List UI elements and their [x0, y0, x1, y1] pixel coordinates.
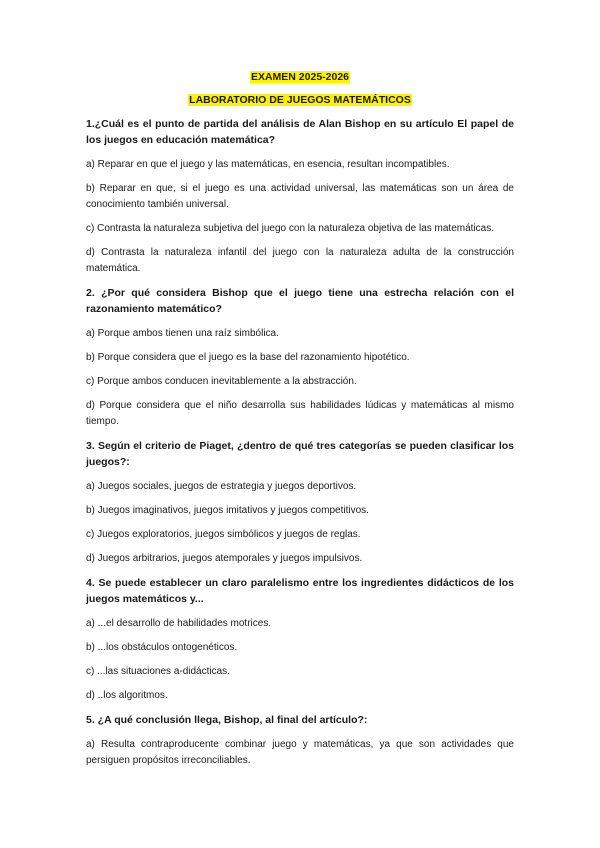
- question-text: 5. ¿A qué conclusión llega, Bishop, al final del artículo?:: [86, 714, 368, 726]
- exam-title: EXAMEN 2025-2026: [250, 71, 350, 83]
- option-c: c) Porque ambos conducen inevitablemente a la abstracción.: [86, 376, 357, 387]
- option-d: d) ..los algoritmos.: [86, 690, 168, 701]
- option-b: b) Reparar en que, si el juego es una actividad universal, las matemáticas son un área de conocimiento también universal.: [86, 183, 514, 210]
- option-b: b) Juegos imaginativos, juegos imitativos y juegos competitivos.: [86, 505, 369, 516]
- course-title: LABORATORIO DE JUEGOS MATEMÁTICOS: [189, 94, 411, 106]
- question-5: [86, 712, 514, 769]
- question-3: [86, 438, 514, 567]
- option-a: a) Juegos sociales, juegos de estrategia y juegos deportivos.: [86, 481, 357, 492]
- option-b: b) Porque considera que el juego es la base del razonamiento hipotético.: [86, 352, 410, 363]
- option-b: b) ...los obstáculos ontogenéticos.: [86, 642, 238, 653]
- question-1: [86, 116, 514, 277]
- question-text: 4. Se puede establecer un claro paralelismo entre los ingredientes didácticos de los juegos matemáticos y...: [86, 577, 514, 605]
- option-a: a) Reparar en que el juego y las matemáticas, en esencia, resultan incompatibles.: [86, 159, 450, 170]
- option-a: a) Porque ambos tienen una raíz simbólica.: [86, 328, 279, 339]
- question-4: [86, 575, 514, 704]
- option-c: c) Contrasta la naturaleza subjetiva del juego con la naturaleza objetiva de las matemáticas.: [86, 223, 495, 234]
- question-2: [86, 285, 514, 430]
- question-text: 3. Según el criterio de Piaget, ¿dentro de qué tres categorías se pueden clasificar los juegos?:: [86, 440, 514, 468]
- option-c: c) ...las situaciones a-didácticas.: [86, 666, 230, 677]
- question-text: 1.¿Cuál es el punto de partida del análisis de Alan Bishop en su artículo El papel de los juegos en educación matemática?: [86, 118, 514, 146]
- option-d: d) Juegos arbitrarios, juegos atemporales y juegos impulsivos.: [86, 553, 363, 564]
- option-d: d) Contrasta la naturaleza infantil del juego con la naturaleza adulta de la construcción matemática.: [86, 247, 514, 274]
- option-a: a) Resulta contraproducente combinar juego y matemáticas, ya que son actividades que persiguen propósitos irreconciliables.: [86, 739, 514, 766]
- option-d: d) Porque considera que el niño desarrolla sus habilidades lúdicas y matemáticas al mismo tiempo.: [86, 400, 514, 427]
- option-c: c) Juegos exploratorios, juegos simbólicos y juegos de reglas.: [86, 529, 361, 540]
- option-a: a) ...el desarrollo de habilidades motrices.: [86, 618, 272, 629]
- question-text: 2. ¿Por qué considera Bishop que el juego tiene una estrecha relación con el razonamiento matemático?: [86, 287, 514, 315]
